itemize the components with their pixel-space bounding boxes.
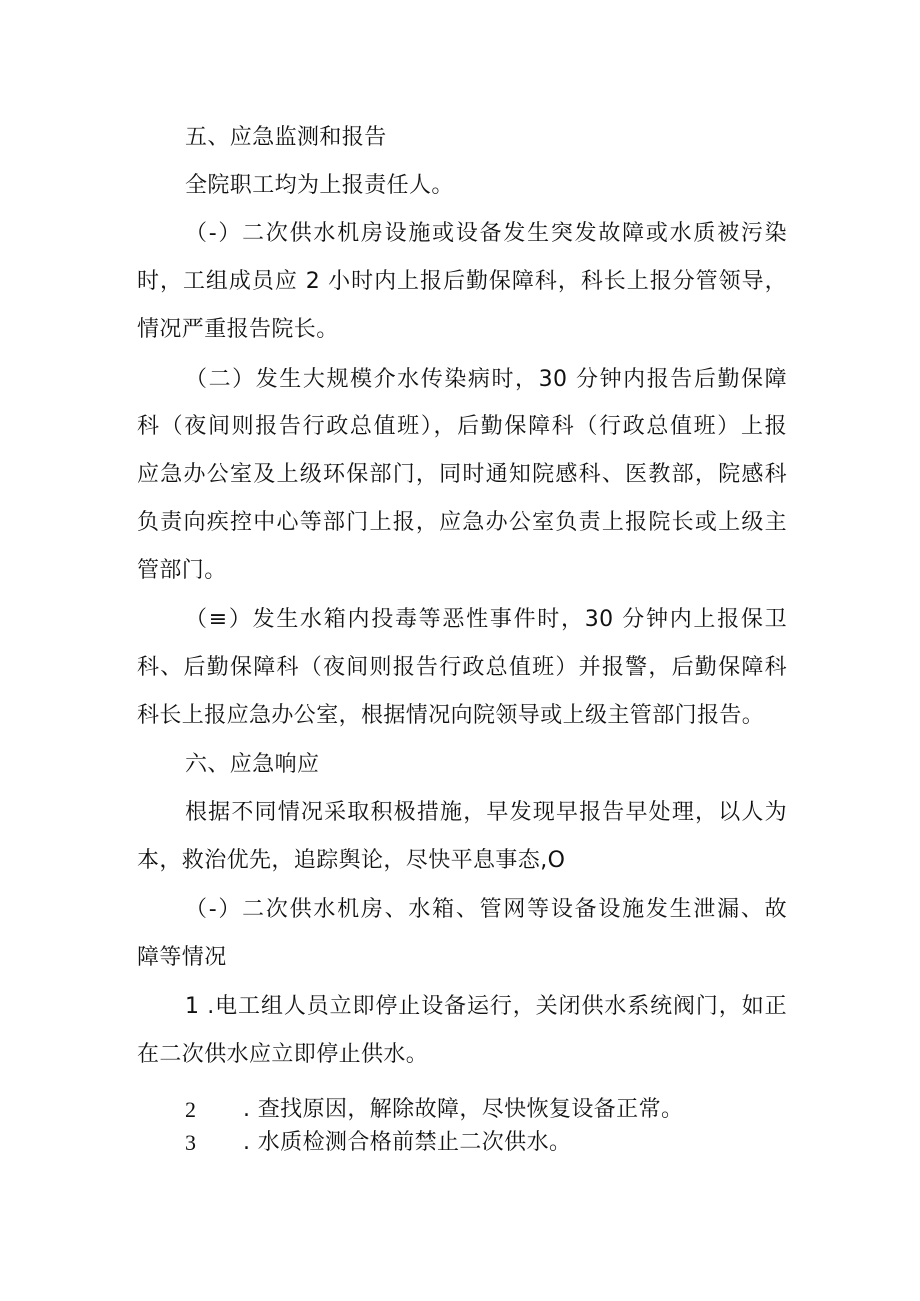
paragraph-line: 应急办公室及上级环保部门，同时通知院感科、医教部，院感科 (137, 462, 787, 487)
list-item-line: 在二次供水应立即停止供水。 (137, 1042, 429, 1067)
paragraph-line: （≡）发生水箱内投毒等恶性事件时，30 分钟内上报保卫 (185, 607, 787, 632)
paragraph-line: 障等情况 (137, 945, 227, 970)
paragraph-line: 科（夜间则报告行政总值班），后勤保障科（行政总值班）上报 (137, 414, 787, 439)
paragraph-line: 负责向疾控中心等部门上报，应急办公室负责上报院长或上级主 (137, 510, 787, 535)
paragraph-line: 根据不同情况采取积极措施，早发现早报告早处理，以人为 (185, 800, 787, 825)
paragraph-line: 情况严重报告院长。 (137, 317, 339, 342)
paragraph-line: 科长上报应急办公室，根据情况向院领导或上级主管部门报告。 (137, 703, 765, 728)
section-6-heading: 六、应急响应 (185, 752, 320, 777)
paragraph-line: （-）二次供水机房设施或设备发生突发故障或水质被污染 (185, 221, 787, 246)
list-item-line: 1 .电工组人员立即停止设备运行，关闭供水系统阀门，如正 (185, 994, 787, 1019)
list-item-number: 2 (185, 1097, 196, 1122)
paragraph-line: 管部门。 (137, 558, 227, 583)
paragraph-line: （-）二次供水机房、水箱、管网等设备设施发生泄漏、故 (185, 897, 787, 922)
list-item-number: 3 (185, 1130, 196, 1155)
paragraph-line: 科、后勤保障科（夜间则报告行政总值班）并报警，后勤保障科 (137, 655, 787, 680)
paragraph-line: 本，救治优先，追踪舆论，尽快平息事态,O (137, 848, 566, 873)
paragraph-line: 时，工组成员应 2 小时内上报后勤保障科，科长上报分管领导， (137, 269, 787, 294)
paragraph-line: （二）发生大规模介水传染病时，30 分钟内报告后勤保障 (185, 367, 787, 392)
list-item-text: . 查找原因，解除故障，尽快恢复设备正常。 (243, 1097, 684, 1122)
list-item-text: . 水质检测合格前禁止二次供水。 (243, 1130, 572, 1155)
section-5-heading: 五、应急监测和报告 (185, 125, 387, 150)
section-5-intro: 全院职工均为上报责任人。 (185, 173, 454, 198)
